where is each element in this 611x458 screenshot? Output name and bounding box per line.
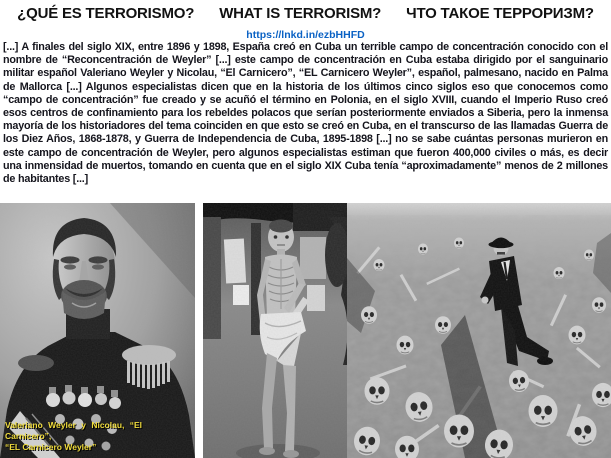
article-body: [...] A finales del siglo XIX, entre 1896 y 1898, España creó en Cuba un terrible campo de concentración conocido con el nombre de “Reconcentración de Weyler” [...] este campo de concentración en Cuba estaba dirigido por el sanguinario militar español Valeriano Weyler y Nicolau, “El Carnicero”, “EL Carnicero Weyler”, español, palmesano, nacido en Palma de Mallorca [...] Algunos especialistas dicen que en la historia de los últimos cinco siglos eso que conocemos como “campo de concentración” fue creado y se acuñó el término en Polonia, en el siglo XVIII, cuando el Imperio Ruso creó esos centros de confinamiento para los rebeldes polacos que serían posteriormente enviados a Siberia, pero la inmensa mayoría de los historiadores del tema coinciden en que esto se creó en Cuba, en el transcurso de las llamadas Guerra de los Diez Años, 1868-1878, y Guerra de Independencia de Cuba, 1895-1898 [...] no se sabe cuántas personas murieron en este campo de concentración de Weyler, pero algunos especialistas estiman que fueron 400,000 civiles o más, es decir una inmensidad de muertos, tomando en cuenta que en el siglo XIX Cuba tenía “aproximadamente” menos de 2 millones de habitantes [...] [3,41,608,186]
title-russian: ЧТО ТАКОЕ ТЕРРОРИЗМ? [406,5,594,22]
caption-line-1: Valeriano Weyler y Nicolau, “El Carnicero”, [5,419,143,441]
photo-skull-pile [347,203,611,458]
starving-prisoner-graphic [203,203,347,458]
weyler-photo-caption [5,420,189,453]
photo-weyler-portrait [0,203,195,458]
title-spanish: ¿QUÉ ES TERRORISMO? [17,5,195,22]
page-title [0,5,611,22]
title-english: WHAT IS TERRORISM? [219,5,382,22]
article-link[interactable]: https://lnkd.in/ezbHHFD [246,29,365,41]
caption-line-2: “EL Carnicero Weyler” [5,441,97,452]
skull-pile-graphic [347,203,611,458]
photo-starving-prisoner [203,203,347,458]
photo-strip [0,203,611,458]
